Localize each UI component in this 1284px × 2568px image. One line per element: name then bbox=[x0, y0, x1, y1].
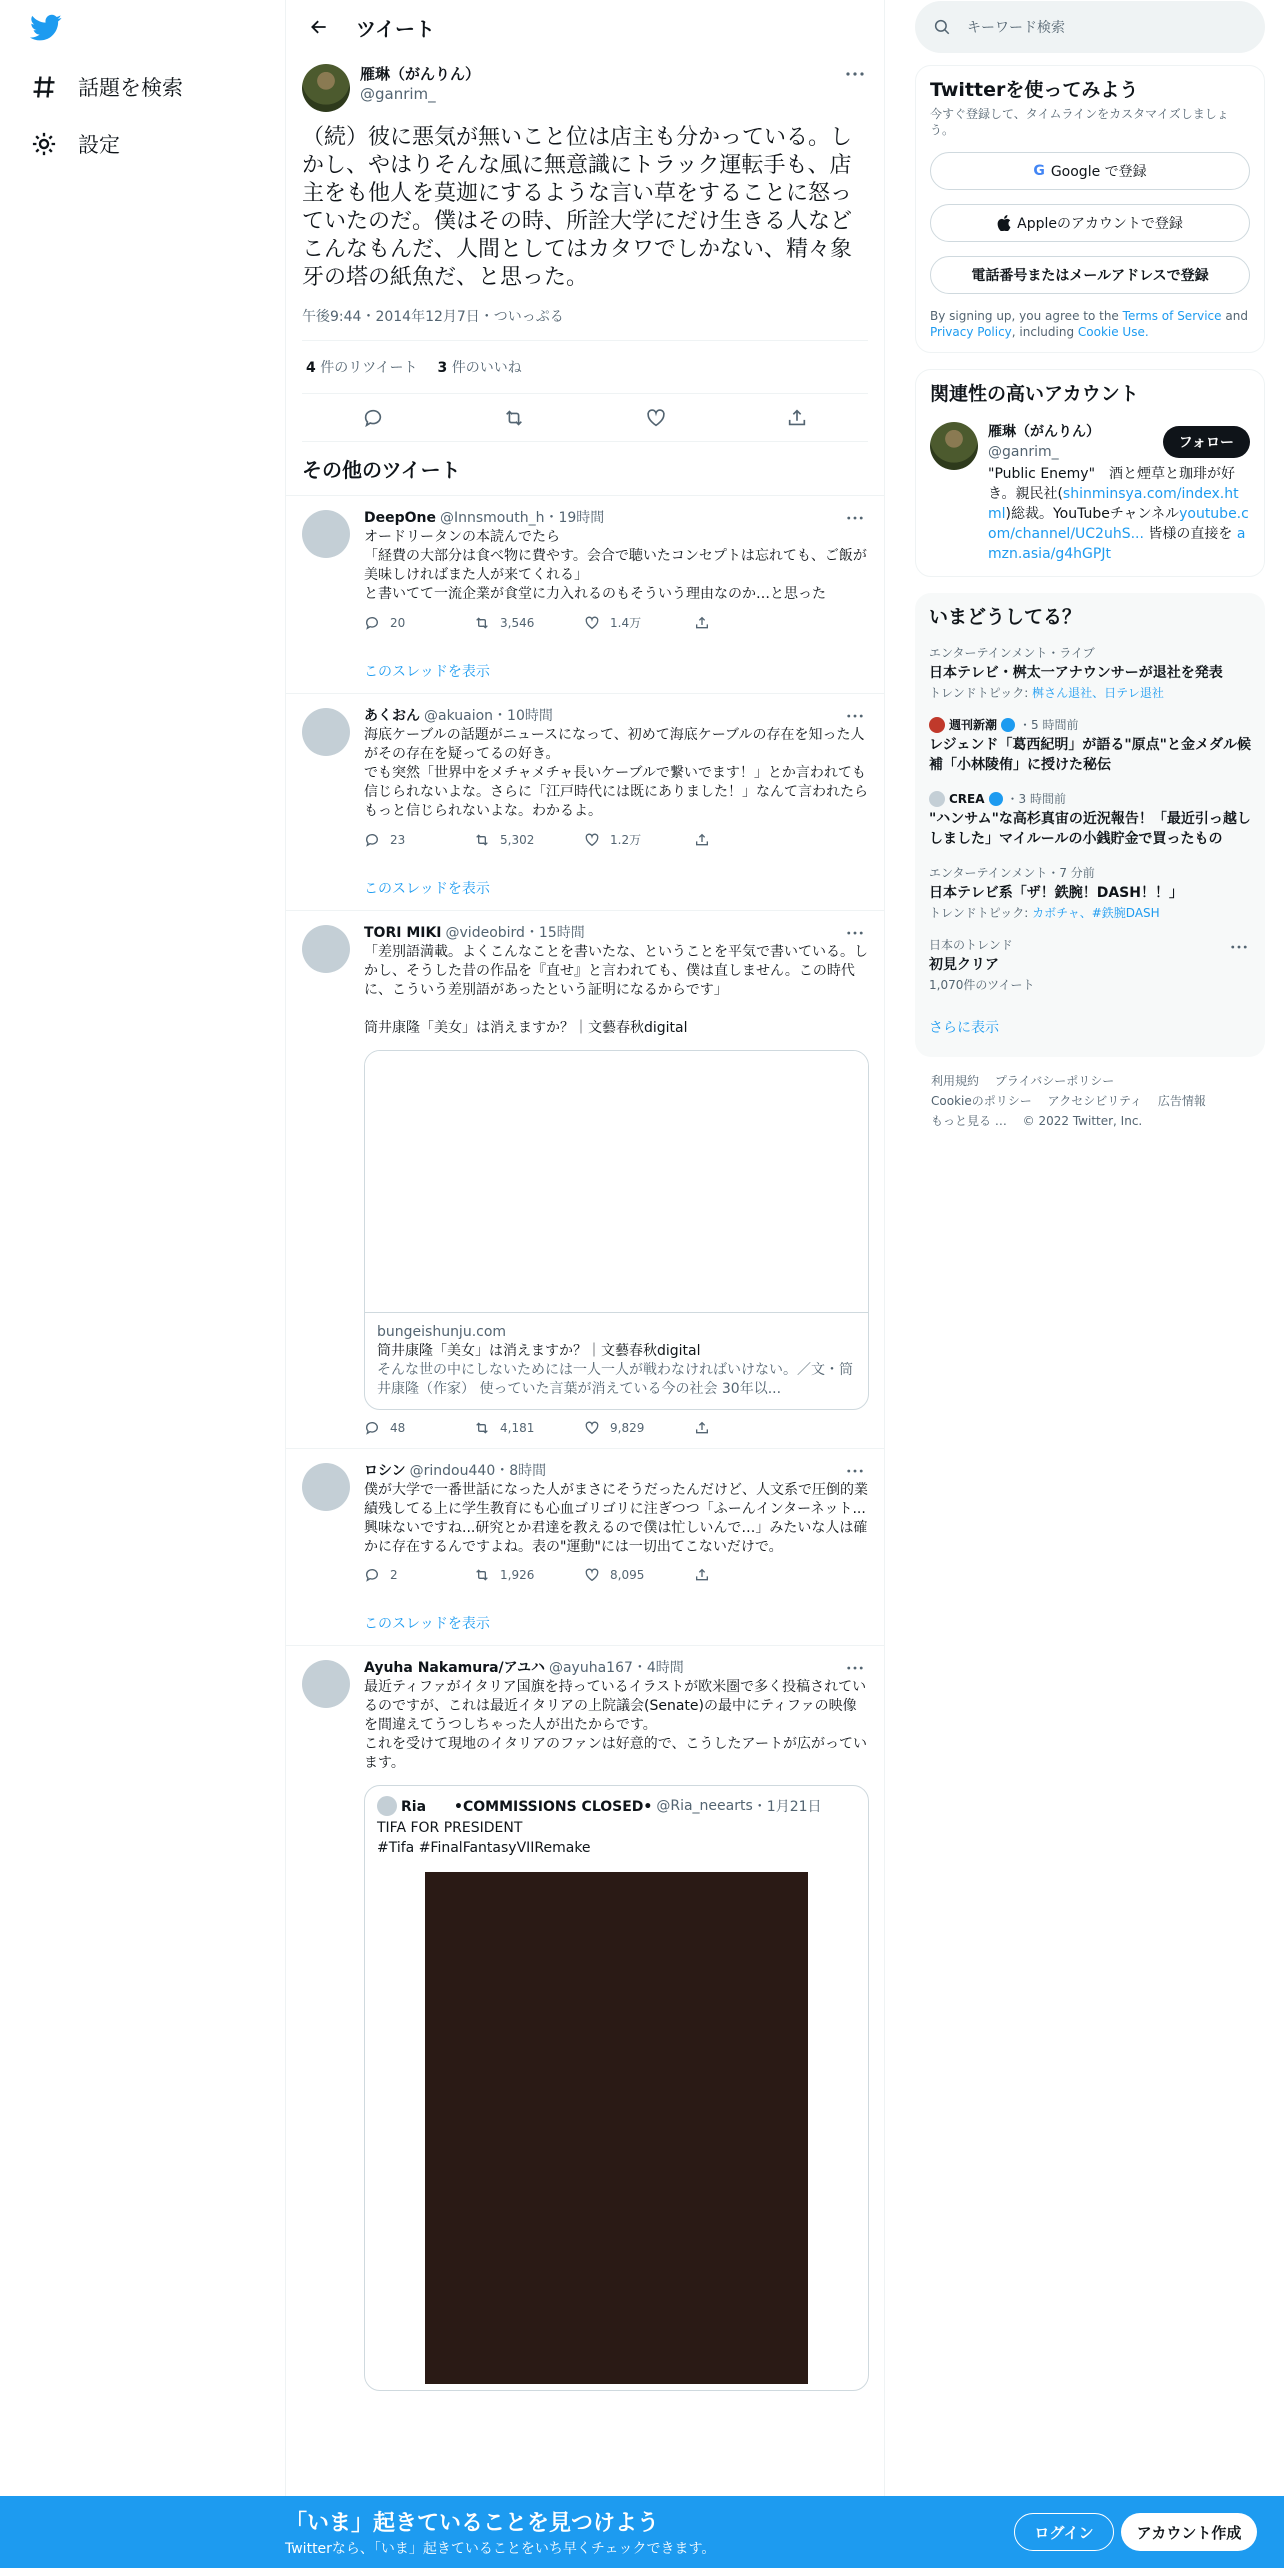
footer-links bbox=[915, 1057, 1265, 1145]
like-stat[interactable]: 3 件のいいね bbox=[437, 360, 522, 376]
twitter-logo-icon[interactable] bbox=[30, 14, 62, 42]
show-thread-link[interactable]: このスレッドを表示 bbox=[364, 1616, 490, 1632]
reply-button[interactable]: 48 bbox=[364, 1420, 474, 1436]
tweet-item[interactable] bbox=[286, 496, 884, 694]
link-card-title: 筒井康隆「美女」は消えますか？｜文藝春秋digital bbox=[377, 1343, 701, 1359]
tweet-item[interactable] bbox=[286, 911, 884, 1449]
search-placeholder: キーワード検索 bbox=[967, 20, 1065, 36]
show-thread-link[interactable]: このスレッドを表示 bbox=[364, 664, 490, 680]
follow-button[interactable]: フォロー bbox=[1163, 426, 1250, 458]
avatar[interactable] bbox=[302, 708, 350, 756]
header bbox=[286, 0, 884, 54]
more-icon[interactable] bbox=[842, 706, 868, 726]
tweet-time[interactable]: ・4時間 bbox=[632, 1660, 684, 1676]
right-sidebar bbox=[915, 0, 1265, 1145]
like-button[interactable]: 1.4万 bbox=[584, 614, 694, 631]
arrow-left-icon bbox=[309, 17, 329, 37]
footer-link[interactable]: もっと見る … bbox=[931, 1114, 1007, 1128]
like-button[interactable]: 1.2万 bbox=[584, 831, 694, 848]
retweet-button[interactable]: 5,302 bbox=[474, 831, 584, 848]
tweet-author-handle[interactable]: @videobird bbox=[445, 925, 525, 941]
trend-topic-link[interactable]: カボチャ、#鉄腕DASH bbox=[1032, 906, 1160, 920]
tweet-text: 僕が大学で一番世話になった人がまさにそうだったんだけど、人文系で圧倒的業績残してる上に学生教育にも心血ゴリゴリに注ぎつつ「ふーんインターネット...興味ないですね...研究とか君達を教えるので僕は忙しいんで…」みたいな人は確かに存在するんですよね。表の"運動"には一切出てこないだけで。 bbox=[364, 1482, 868, 1555]
tweet-author-name[interactable]: あくおん bbox=[364, 708, 420, 724]
retweet-icon bbox=[474, 1567, 490, 1583]
left-nav bbox=[0, 0, 285, 2568]
trend-item[interactable]: CREA ・3 時間前 "ハンサム"な高杉真宙の近況報告！「最近引っ越ししました」マイルールの小銭貯金で買ったもの bbox=[929, 792, 1251, 847]
quote-author-handle: @Ria_neearts bbox=[656, 1798, 753, 1814]
terms-link[interactable]: Terms of Service bbox=[1122, 309, 1222, 323]
tweet-author-handle[interactable]: @ayuha167 bbox=[548, 1660, 633, 1676]
share-button[interactable] bbox=[694, 1567, 724, 1583]
retweet-icon bbox=[474, 1420, 490, 1436]
quoted-tweet[interactable] bbox=[364, 1785, 869, 2391]
retweet-button[interactable]: 4,181 bbox=[474, 1420, 584, 1436]
more-icon[interactable] bbox=[842, 923, 868, 943]
tweet-text: 海底ケーブルの話題がニュースになって、初めて海底ケーブルの存在を知った人がその存在を疑ってるの好き。 でも突然「世界中をメチャメチャ長いケーブルで繋いでます！」とか言われても信じられないよな。さらに「江戸時代には既にありました！」なんて言われたらもっと信じられないよな。わかるよ。 bbox=[364, 727, 868, 819]
reply-icon bbox=[364, 1567, 380, 1583]
other-tweets-title: その他のツイート bbox=[286, 442, 884, 496]
signup-title: Twitterを使ってみよう bbox=[930, 79, 1139, 101]
bottom-signup-bar bbox=[0, 2496, 1284, 2568]
bio-link[interactable]: shinminsya.com/index.html bbox=[988, 486, 1239, 522]
link-card-image bbox=[365, 1051, 868, 1313]
tweet-text: 最近ティファがイタリア国旗を持っているイラストが欧米圏で多く投稿されているのですが、これは最近イタリアの上院議会(Senate)の最中にティファの映像を間違えてうつしちゃった人が出たからです。 これを受けて現地のイタリアのファンは好意的で、こうしたアートが広がっています。 bbox=[364, 1679, 868, 1771]
link-card[interactable] bbox=[364, 1050, 869, 1410]
login-button[interactable]: ログイン bbox=[1014, 2513, 1114, 2551]
share-icon bbox=[694, 1567, 710, 1583]
tweet-author-name[interactable]: Ayuha Nakamura/アユハ bbox=[364, 1660, 545, 1676]
tweet-time[interactable]: ・15時間 bbox=[524, 925, 585, 941]
trend-topic-link[interactable]: 桝さん退社、日テレ退社 bbox=[1032, 686, 1164, 700]
tweet-time[interactable]: ・19時間 bbox=[544, 510, 605, 526]
footer-link[interactable]: 広告情報 bbox=[1157, 1094, 1206, 1108]
trends-panel bbox=[915, 593, 1265, 1057]
footer-link[interactable]: プライバシーポリシー bbox=[994, 1074, 1115, 1088]
share-icon bbox=[694, 615, 710, 631]
tweet-item[interactable] bbox=[286, 1449, 884, 1646]
tweet-time[interactable]: ・10時間 bbox=[493, 708, 553, 724]
related-name[interactable]: 雁琳（がんりん） bbox=[988, 424, 1100, 440]
show-more-link[interactable]: さらに表示 bbox=[929, 1020, 999, 1036]
author-handle[interactable]: @ganrim_ bbox=[360, 85, 436, 103]
reply-button[interactable]: 2 bbox=[364, 1567, 474, 1583]
like-button[interactable]: 8,095 bbox=[584, 1567, 694, 1583]
register-button[interactable]: アカウント作成 bbox=[1121, 2513, 1257, 2551]
tweet-item[interactable] bbox=[286, 694, 884, 911]
like-icon bbox=[584, 832, 600, 848]
quote-author-name: Ria •COMMISSIONS CLOSED• bbox=[401, 1799, 653, 1815]
like-icon bbox=[584, 615, 600, 631]
more-icon[interactable] bbox=[842, 508, 868, 528]
trend-item[interactable]: 日本のトレンド 初見クリア 1,070件のツイート bbox=[929, 937, 1251, 993]
news-source-icon bbox=[929, 791, 945, 807]
trend-item[interactable]: エンターテインメント・7 分前 日本テレビ系「ザ！鉄腕！DASH！！」 トレンドトピック: カボチャ、#鉄腕DASH bbox=[929, 866, 1183, 920]
avatar[interactable] bbox=[302, 925, 350, 973]
reply-icon[interactable] bbox=[362, 407, 384, 429]
tweet-stats bbox=[302, 341, 868, 394]
search-input[interactable] bbox=[915, 1, 1265, 53]
avatar[interactable] bbox=[302, 1463, 350, 1511]
main-tweet bbox=[286, 54, 884, 442]
phone-email-signup-button[interactable]: 電話番号またはメールアドレスで登録 bbox=[930, 256, 1250, 294]
gear-icon bbox=[30, 130, 58, 158]
bio-link[interactable]: youtube.com/channel/UC2uhS... bbox=[988, 506, 1249, 542]
retweet-stat[interactable]: 4 件のリツイート bbox=[306, 360, 418, 376]
avatar[interactable] bbox=[302, 64, 350, 112]
related-bio: "Public Enemy" 酒と煙草と珈琲が好き。親民社(shinminsya.com/index.html)総裁。YouTubeチャンネルyoutube.com/channel/UC2uhS... 皆様の直接を amzn.asia/g4hGPJt bbox=[988, 466, 1249, 562]
share-button[interactable] bbox=[694, 831, 724, 848]
signup-panel bbox=[915, 65, 1265, 353]
tweet-item[interactable] bbox=[286, 1646, 884, 2403]
avatar[interactable] bbox=[302, 1660, 350, 1708]
tweet-text: オードリータンの本読んでたら 「経費の大部分は食べ物に費やす。会合で聴いたコンセプトは忘れても、ご飯が美味しければまた人が来てくれる」 と書いてて一流企業が食堂に力入れるのもそういう理由なのか…と思った bbox=[364, 529, 867, 602]
tweet-author-handle[interactable]: @rindou440 bbox=[409, 1463, 496, 1479]
bottom-bar-title: 「いま」起きていることを見つけよう bbox=[285, 2511, 660, 2536]
author-name[interactable]: 雁琳（がんりん） bbox=[360, 65, 481, 83]
verified-icon bbox=[989, 792, 1003, 806]
share-icon bbox=[694, 1420, 710, 1436]
reply-icon bbox=[364, 615, 380, 631]
retweet-button[interactable]: 1,926 bbox=[474, 1567, 584, 1583]
reply-button[interactable]: 23 bbox=[364, 831, 474, 848]
nav-explore-label: 話題を検索 bbox=[78, 76, 183, 100]
more-icon[interactable] bbox=[842, 1658, 868, 1678]
trend-item[interactable]: 週刊新潮 ・5 時間前 レジェンド「葛西紀明」が語る"原点"と金メダル候補「小林陵侑」に授けた秘伝 bbox=[929, 718, 1251, 773]
verified-icon bbox=[1001, 718, 1015, 732]
copyright: © 2022 Twitter, Inc. bbox=[1022, 1114, 1143, 1128]
show-thread-link[interactable]: このスレッドを表示 bbox=[364, 881, 490, 897]
tweet-author-handle[interactable]: @Innsmouth_h bbox=[440, 510, 545, 526]
bottom-bar-subtitle: Twitterなら、「いま」起きていることをいち早くチェックできます。 bbox=[285, 2541, 716, 2557]
footer-link[interactable]: 利用規約 bbox=[931, 1074, 980, 1088]
apple-signup-button[interactable]: Appleのアカウントで登録 bbox=[930, 204, 1250, 242]
main-column bbox=[285, 0, 885, 2568]
related-handle[interactable]: @ganrim_ bbox=[988, 444, 1059, 460]
link-card-description: そんな世の中にしないためには一人一人が戦わなければいけない。／文・筒井康隆（作家） 使っていた言葉が消えている今の社会 30年以... bbox=[377, 1362, 853, 1397]
google-icon: G bbox=[1033, 163, 1045, 179]
back-button[interactable] bbox=[302, 10, 336, 44]
tweet-author-name[interactable]: TORI MIKI bbox=[364, 925, 442, 941]
retweet-icon bbox=[474, 832, 490, 848]
reply-button[interactable]: 20 bbox=[364, 614, 474, 631]
news-source-icon bbox=[929, 717, 945, 733]
like-icon bbox=[584, 1420, 600, 1436]
avatar bbox=[377, 1796, 397, 1816]
tweet-author-name[interactable]: DeepOne bbox=[364, 510, 436, 526]
footer-link[interactable]: アクセシビリティ bbox=[1047, 1094, 1143, 1108]
avatar[interactable] bbox=[302, 510, 350, 558]
reply-icon bbox=[364, 832, 380, 848]
retweet-button[interactable]: 3,546 bbox=[474, 614, 584, 631]
trend-item[interactable]: エンターテインメント・ライブ 日本テレビ・桝太一アナウンサーが退社を発表 トレンドトピック: 桝さん退社、日テレ退社 bbox=[929, 646, 1223, 700]
nav-settings[interactable] bbox=[30, 124, 120, 164]
like-button[interactable]: 9,829 bbox=[584, 1420, 694, 1436]
tweet-text: （続）彼に悪気が無いこと位は店主も分かっている。しかし、やはりそんな風に無意識にトラック運転手も、店主をも他人を莫迦にするような言い草をすることに怒っていたのだ。僕はその時、所詮大学にだけ生きる人などこんなもんだ、人間としてはカタワでしかない、精々象牙の塔の紙魚だ、と思った。 bbox=[302, 125, 853, 290]
tweet-time[interactable]: ・8時間 bbox=[495, 1463, 547, 1479]
quote-time: ・1月21日 bbox=[752, 1799, 822, 1815]
tweet-text: 「差別語満載。よくこんなことを書いたな、ということを平気で書いている。しかし、そうした昔の作品を『直せ』と言われても、僕は直しません。この時代に、こういう差別語があったという証明になるからです」 筒井康隆「美女」は消えますか？｜文藝春秋digital bbox=[364, 944, 868, 1036]
google-signup-button[interactable]: G Google で登録 bbox=[930, 152, 1250, 190]
nav-settings-label: 設定 bbox=[78, 133, 120, 157]
link-card-domain: bungeishunju.com bbox=[377, 1324, 507, 1340]
retweet-icon bbox=[474, 615, 490, 631]
cookie-link[interactable]: Cookie Use. bbox=[1077, 325, 1149, 339]
page-title: ツイート bbox=[356, 16, 435, 41]
like-icon bbox=[584, 1567, 600, 1583]
like-icon[interactable] bbox=[645, 407, 667, 429]
share-icon bbox=[694, 832, 710, 848]
search-icon bbox=[933, 18, 951, 36]
signup-subtitle: 今すぐ登録して、タイムラインをカスタマイズしましょう。 bbox=[930, 107, 1229, 137]
more-icon[interactable] bbox=[1231, 945, 1247, 949]
quote-image[interactable] bbox=[425, 1872, 808, 2384]
tweet-meta[interactable]: 午後9:44・2014年12月7日・ついっぷる bbox=[302, 306, 868, 341]
privacy-link[interactable]: Privacy Policy bbox=[930, 325, 1012, 339]
apple-icon bbox=[997, 215, 1011, 231]
related-title: 関連性の高いアカウント bbox=[930, 383, 1139, 405]
related-accounts-panel bbox=[915, 369, 1265, 577]
share-button[interactable] bbox=[694, 614, 724, 631]
quote-text: TIFA FOR PRESIDENT #Tifa #FinalFantasyVIIRemake bbox=[377, 1820, 591, 1856]
share-button[interactable] bbox=[694, 1420, 724, 1436]
share-icon[interactable] bbox=[786, 407, 808, 429]
trends-title: いまどうしてる？ bbox=[929, 606, 1082, 628]
retweet-icon[interactable] bbox=[503, 407, 525, 429]
nav-explore[interactable] bbox=[30, 67, 183, 107]
tweet-author-handle[interactable]: @akuaion bbox=[424, 708, 494, 724]
bio-link[interactable]: amzn.asia/g4hGPJt bbox=[988, 526, 1246, 562]
more-icon[interactable] bbox=[842, 1461, 868, 1481]
avatar[interactable] bbox=[930, 422, 978, 470]
more-icon[interactable] bbox=[842, 64, 868, 84]
tweet-author-name[interactable]: ロシン bbox=[364, 1463, 406, 1479]
footer-link[interactable]: Cookieのポリシー bbox=[931, 1094, 1032, 1108]
hashtag-icon bbox=[30, 73, 58, 101]
signup-legal: By signing up, you agree to the Terms of Service and Privacy Policy, including Cookie Use. bbox=[930, 309, 1248, 339]
reply-icon bbox=[364, 1420, 380, 1436]
tweet-actions bbox=[302, 394, 868, 442]
